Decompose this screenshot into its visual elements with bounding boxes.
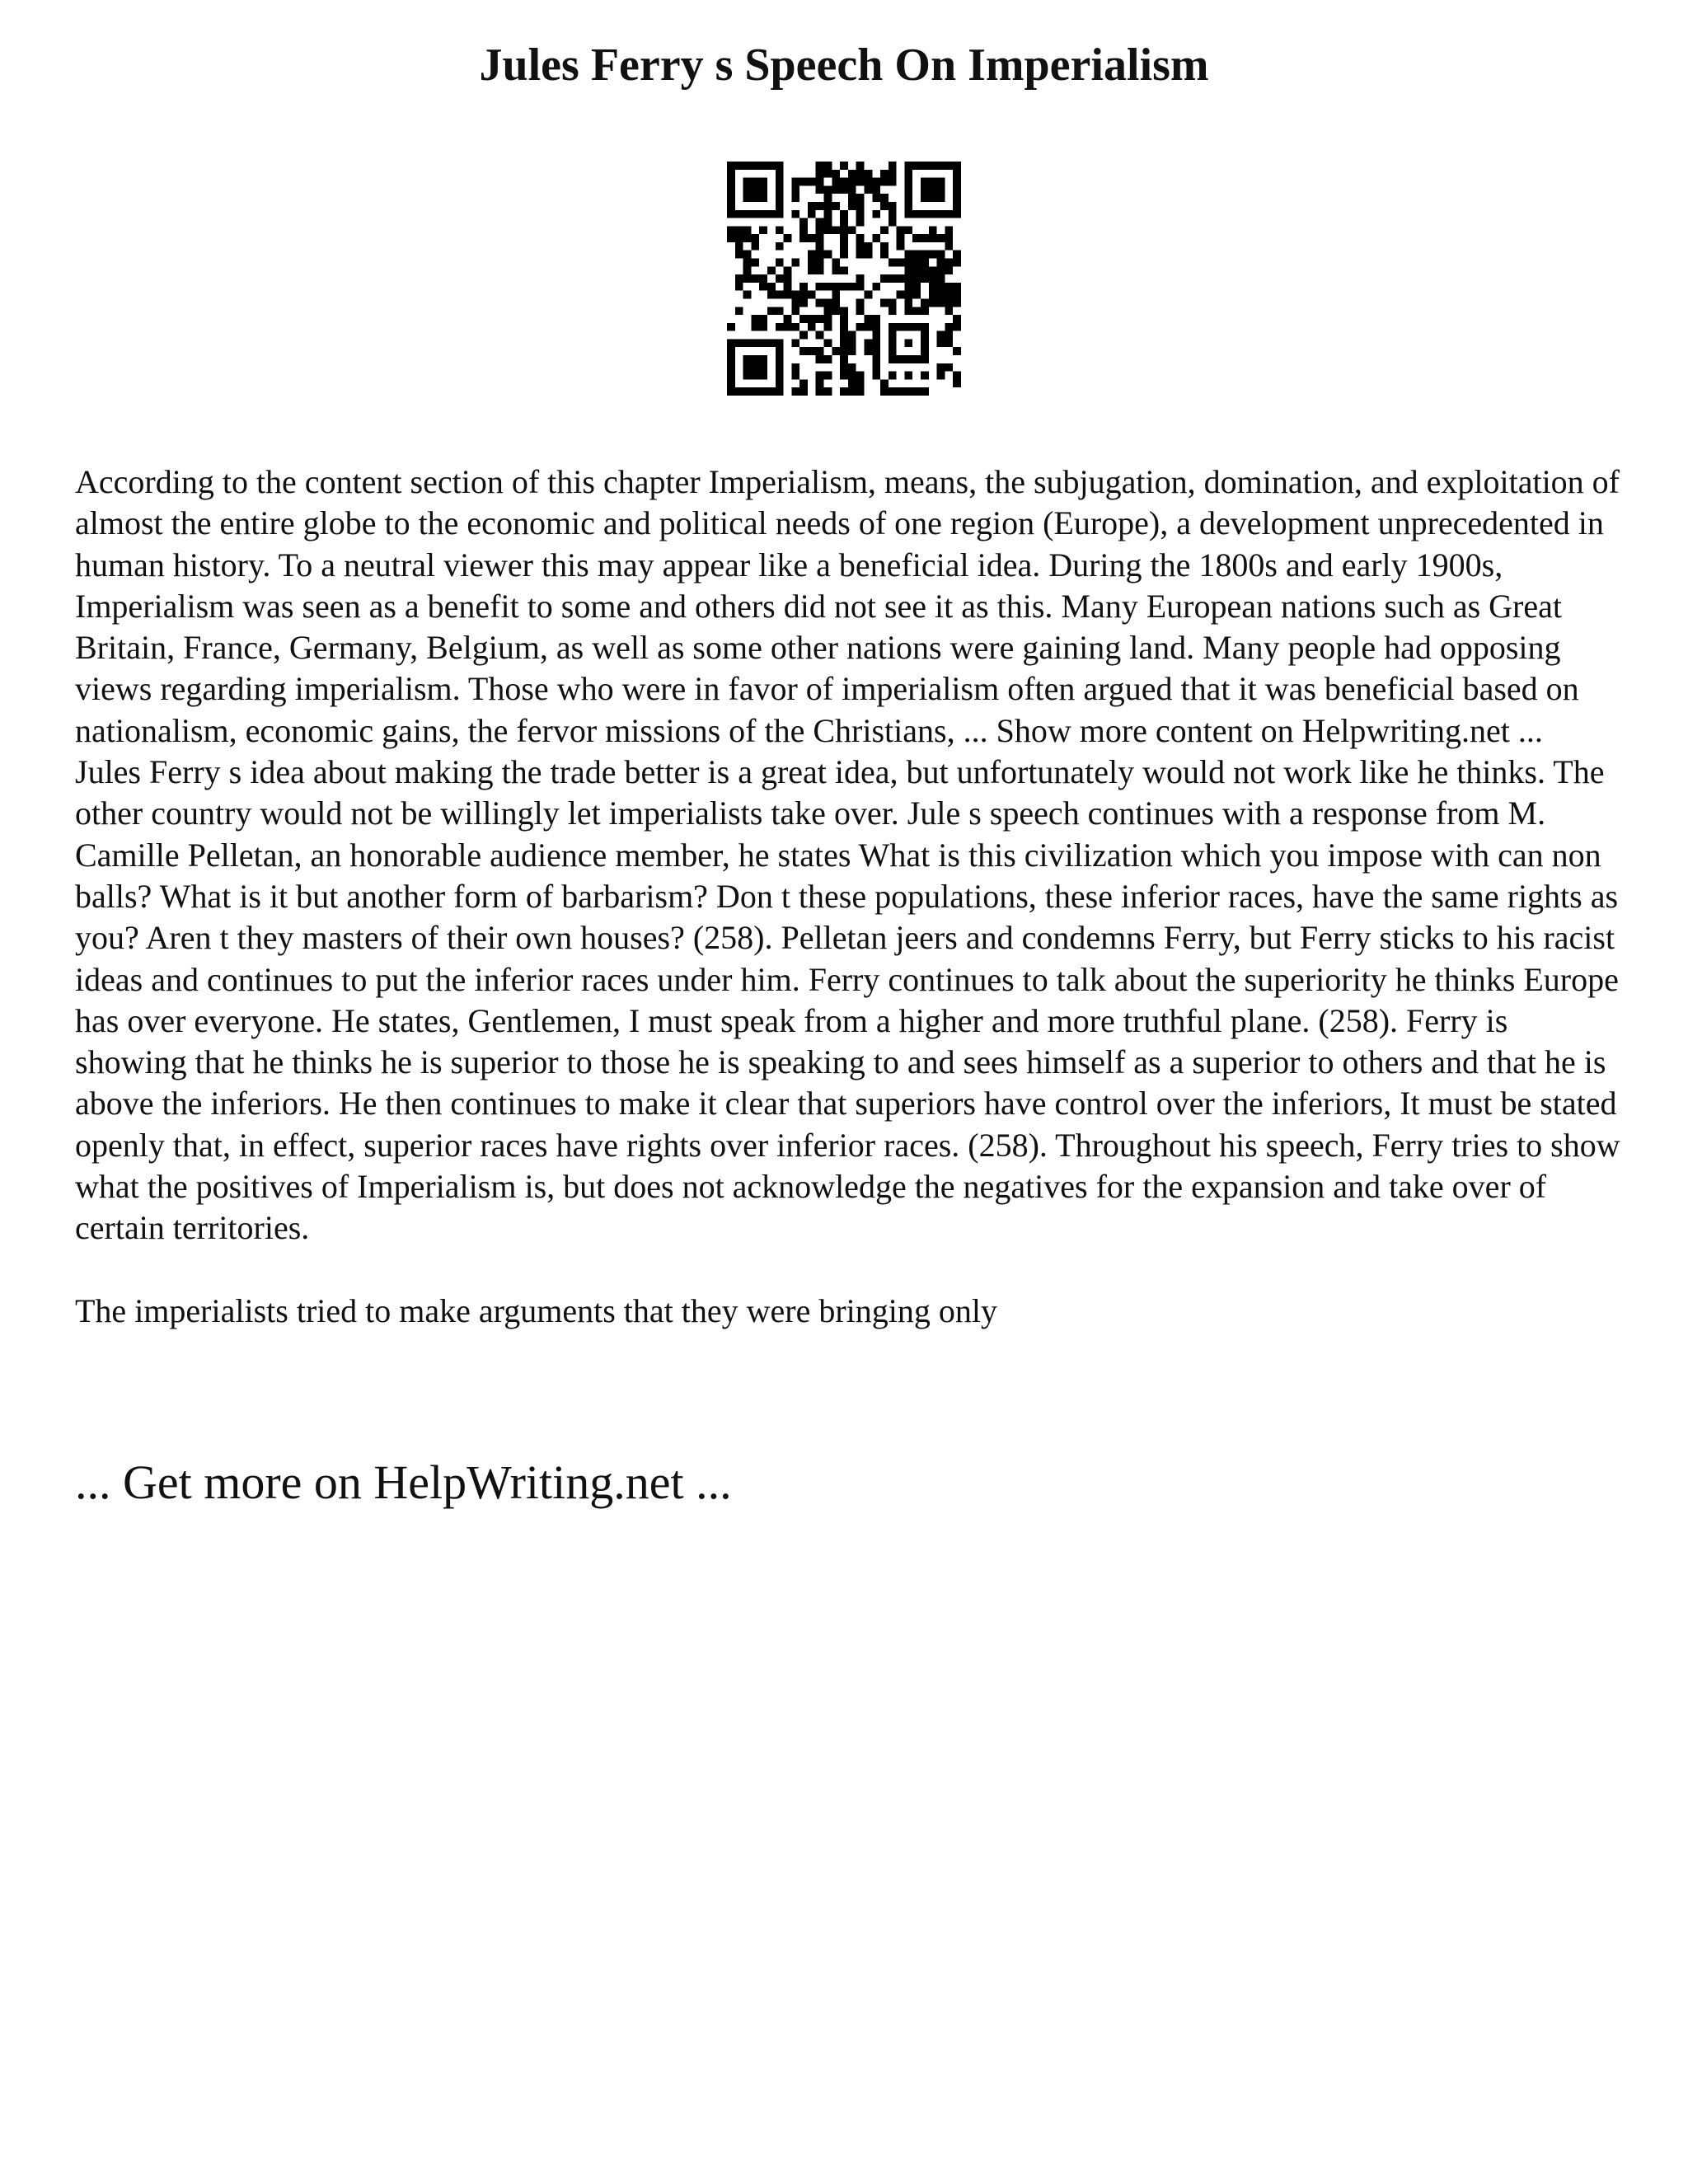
get-more-link[interactable]: ... Get more on HelpWriting.net ...: [75, 1455, 732, 1509]
document-title: Jules Ferry s Speech On Imperialism: [479, 40, 1209, 91]
paragraph-1: According to the content section of this chapter Imperialism, means, the subjugation, domination, and exploitation of almost the entire globe to the economic and political needs of one region (Europe), a development unprecedented in human history. To a neutral viewer this may appear like a beneficial idea. During the 1800s and early 1900s, Imperialism was seen as a benefit to some and others did not see it as this. Many European nations such as Great Britain, France, Germany, Belgium, as well as some other nations were gaining land. Many people had opposing views regarding imperialism. Those who were in favor of imperialism often argued that it was beneficial based on nationalism, economic gains, the fervor missions of the Christians, ... Show more content on Helpwriting.net ...: [75, 463, 1620, 749]
paragraph-3: The imperialists tried to make arguments that they were bringing only: [75, 1291, 997, 1329]
document-body: [75, 462, 1625, 1332]
paragraph-2: Jules Ferry s idea about making the trade better is a great idea, but unfortunately would not work like he thinks. The other country would not be willingly let imperialists take over. Jule s speech continues with a response from M. Camille Pelletan, an honorable audience member, he states What is this civilization which you impose with can non balls? What is it but another form of barbarism? Don t these populations, these inferior races, have the same rights as you? Aren t they masters of their own houses? (258). Pelletan jeers and condemns Ferry, but Ferry sticks to his racist ideas and continues to put the inferior races under him. Ferry continues to talk about the superiority he thinks Europe has over everyone. He states, Gentlemen, I must speak from a higher and more truthful plane. (258). Ferry is showing that he thinks he is superior to those he is speaking to and sees himself as a superior to others and that he is above the inferiors. He then continues to make it clear that superiors have control over the inferiors, It must be stated openly that, in effect, superior races have rights over inferior races. (258). Throughout his speech, Ferry tries to show what the positives of Imperialism is, but does not acknowledge the negatives for the expansion and take over of certain territories.: [75, 753, 1620, 1247]
qr-code: [727, 162, 961, 396]
